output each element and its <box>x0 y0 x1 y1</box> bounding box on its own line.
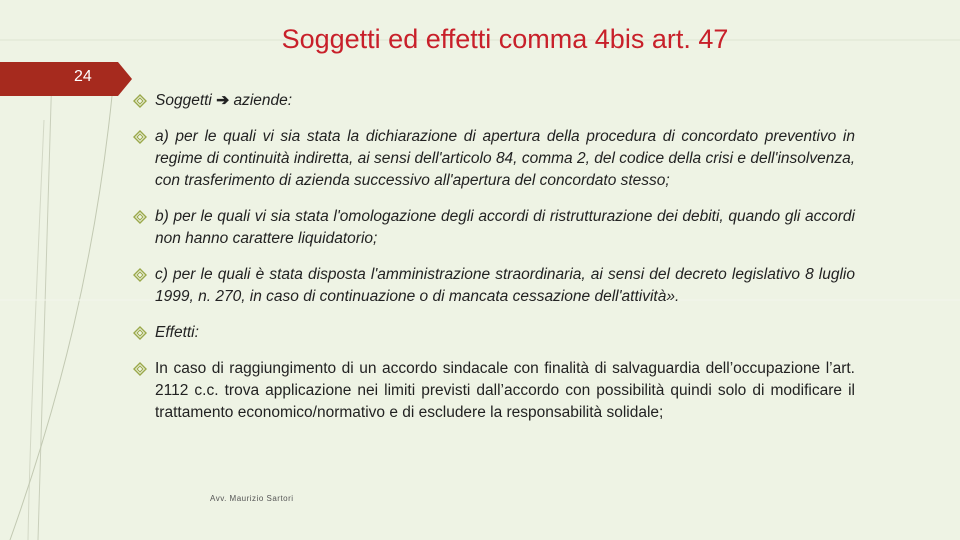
diamond-bullet-icon <box>133 362 147 376</box>
diamond-bullet-icon <box>133 210 147 224</box>
right-arrow-icon: ➔ <box>216 92 230 109</box>
list-item <box>133 358 855 424</box>
list-item <box>133 264 855 308</box>
item-b-text: b) per le quali vi sia stata l'omologazione degli accordi di ristrutturazione dei debiti, quando gli accordi non hanno carattere liquidatorio; <box>155 208 855 247</box>
slide-number-bar <box>0 62 118 96</box>
slide-title: Soggetti ed effetti comma 4bis art. 47 <box>281 24 729 54</box>
diamond-bullet-icon <box>133 130 147 144</box>
item-a-text: a) per le quali vi sia stata la dichiarazione di apertura della procedura di concordato preventivo in regime di continuità indiretta, ai sensi dell'articolo 84, comma 2, del codice della crisi e dell'insolvenza, con trasferimento di azienda successivo all'apertura del concordato stesso; <box>155 128 855 189</box>
subjects-label: Soggetti <box>155 92 217 109</box>
diamond-bullet-icon <box>133 94 147 108</box>
list-item <box>133 322 855 344</box>
list-item <box>133 206 855 250</box>
slide-number: 24 <box>74 68 92 85</box>
diamond-bullet-icon <box>133 326 147 340</box>
list-item <box>133 90 855 112</box>
subjects-heading <box>155 90 855 112</box>
item-c-text: c) per le quali è stata disposta l'amministrazione straordinaria, ai sensi del decreto legislativo 8 luglio 1999, n. 270, in caso di continuazione o di mancata cessazione dell'attività». <box>155 266 855 305</box>
effects-heading: Effetti: <box>155 324 199 341</box>
slide-content <box>133 88 855 438</box>
diamond-bullet-icon <box>133 268 147 282</box>
list-item <box>133 126 855 192</box>
subjects-target: aziende: <box>229 92 293 109</box>
slide-footer: Avv. Maurizio Sartori <box>210 494 294 503</box>
effects-text: In caso di raggiungimento di un accordo sindacale con finalità di salvaguardia dell’occupazione l’art. 2112 c.c. trova applicazione nei limiti previsti dall’accordo con possibilità quindi solo di modificare il trattamento economico/normativo e di escludere la responsabilità solidale; <box>155 360 855 421</box>
